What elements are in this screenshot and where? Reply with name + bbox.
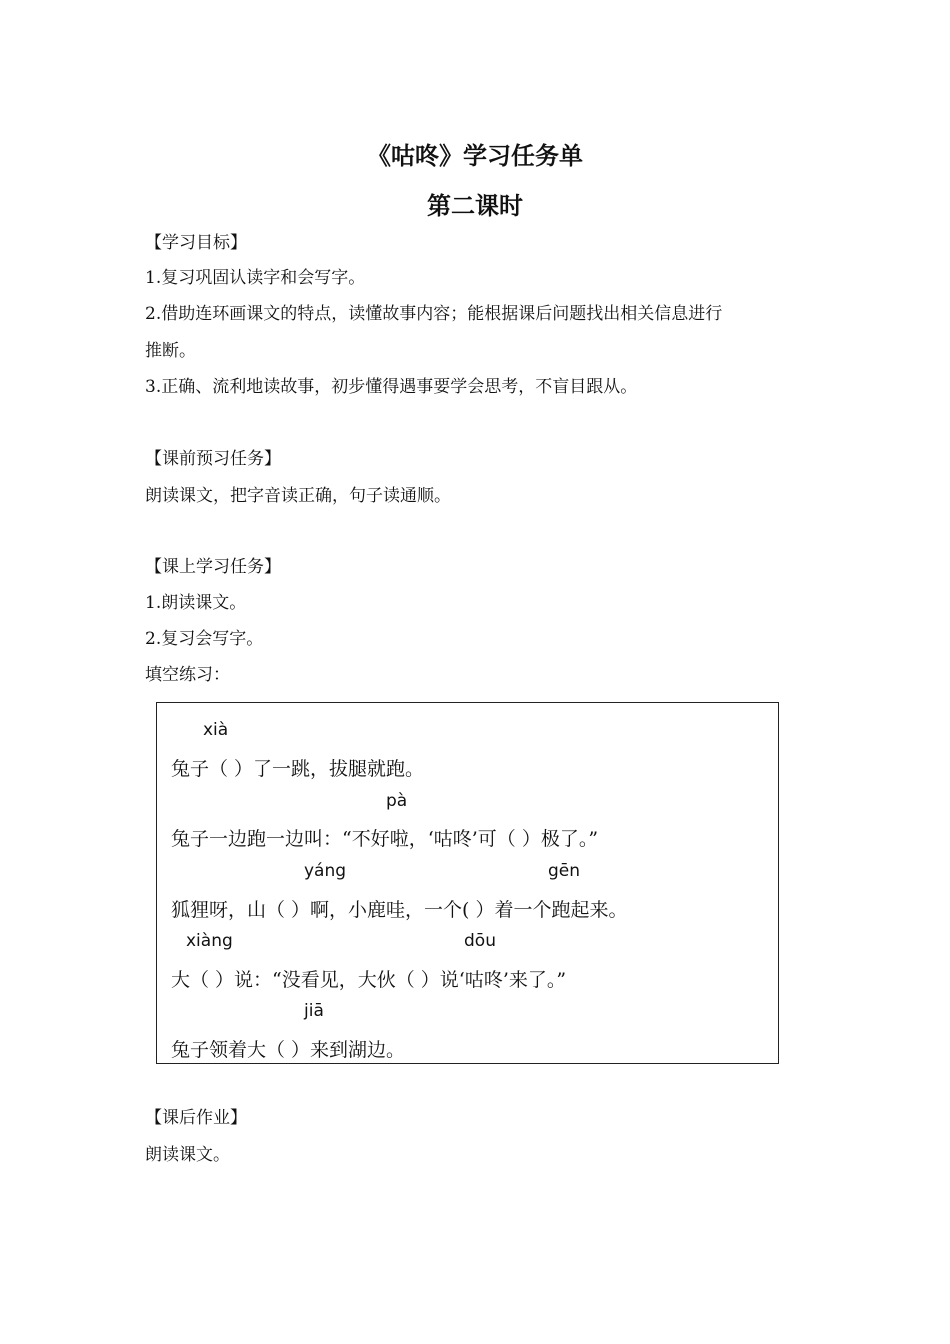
- inclass-item: 1.朗读课文。: [145, 593, 247, 613]
- pinyin-hint: xià: [203, 720, 229, 740]
- pinyin-hint: xiàng: [186, 931, 233, 951]
- fill-blank-exercise-box: [156, 702, 779, 1064]
- pinyin-hint: pà: [386, 791, 408, 811]
- goal-item: 3.正确、流利地读故事，初步懂得遇事要学会思考，不盲目跟从。: [145, 377, 638, 397]
- fill-blank-label: 填空练习：: [145, 665, 230, 685]
- pinyin-hint: dōu: [464, 931, 496, 951]
- homework-heading: 【课后作业】: [145, 1108, 247, 1128]
- exercise-sentence: 兔子领着大（ ）来到湖边。: [171, 1039, 406, 1061]
- exercise-sentence: 大（ ）说：“没看见，大伙（ ）说‘咕咚’来了。”: [171, 969, 567, 991]
- goal-item: 2.借助连环画课文的特点，读懂故事内容；能根据课后问题找出相关信息进行: [145, 304, 723, 324]
- goals-heading: 【学习目标】: [145, 233, 247, 253]
- inclass-heading: 【课上学习任务】: [145, 557, 281, 577]
- doc-title: 《咕咚》学习任务单: [367, 142, 583, 170]
- exercise-sentence: 狐狸呀，山（ ）啊，小鹿哇，一个( ）着一个跑起来。: [171, 899, 628, 921]
- pinyin-hint: yáng: [304, 861, 347, 881]
- exercise-sentence: 兔子一边跑一边叫：“不好啦，‘咕咚’可（ ）极了。”: [171, 828, 599, 850]
- pinyin-hint: gēn: [548, 861, 581, 881]
- exercise-sentence: 兔子（ ）了一跳，拔腿就跑。: [171, 758, 425, 780]
- pinyin-hint: jiā: [304, 1001, 324, 1021]
- preview-heading: 【课前预习任务】: [145, 449, 281, 469]
- goal-item: 推断。: [145, 341, 196, 361]
- preview-text: 朗读课文，把字音读正确，句子读通顺。: [145, 486, 451, 506]
- doc-subtitle: 第二课时: [427, 192, 523, 220]
- goal-item: 1.复习巩固认读字和会写字。: [145, 268, 366, 288]
- homework-text: 朗读课文。: [145, 1145, 230, 1165]
- inclass-item: 2.复习会写字。: [145, 629, 264, 649]
